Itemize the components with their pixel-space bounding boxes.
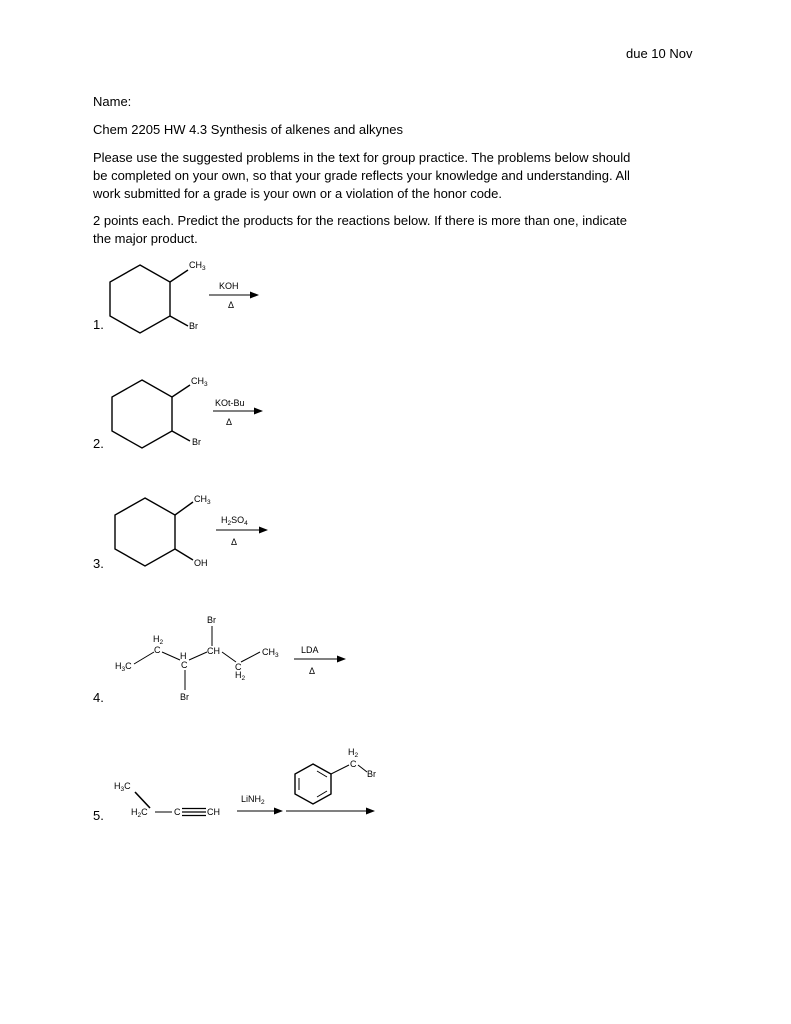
problem-number-2: 2. bbox=[93, 436, 104, 451]
carbon-label: C bbox=[174, 807, 181, 817]
reagent-label: KOt-Bu bbox=[215, 398, 245, 408]
instructions-paragraph: 2 points each. Predict the products for the reactions below. If there is more than one, indicate the major product. bbox=[93, 213, 628, 246]
name-label: Name: bbox=[93, 94, 132, 109]
methyl-group-label: $H_3C$ bbox=[114, 781, 131, 793]
problem-2-reaction bbox=[112, 380, 262, 448]
methylene-group-label: $H_2C$ bbox=[131, 807, 148, 819]
heat-label: Δ bbox=[228, 300, 235, 310]
heat-label: Δ bbox=[226, 417, 233, 427]
methyl-label: $CH_3$ bbox=[191, 376, 208, 388]
bromo-label-top: Br bbox=[207, 615, 216, 625]
benzene-ring bbox=[295, 764, 331, 804]
reagent-label: $H_2SO_4$ bbox=[221, 515, 248, 527]
problem-number-1: 1. bbox=[93, 317, 104, 332]
methyl-group-label: $H_3C$ bbox=[115, 661, 132, 673]
methyl-label: $CH_3$ bbox=[194, 494, 211, 506]
due-date: due 10 Nov bbox=[626, 46, 693, 61]
intro-paragraph: Please use the suggested problems in the text for group practice. The problems below should be completed on your own, so that your grade reflects your knowledge and understanding. All work submitted for a grade is your own or a violation of the honor code. bbox=[93, 150, 631, 201]
problem-4-reaction bbox=[134, 626, 345, 690]
reagent-label: KOH bbox=[219, 281, 239, 291]
methyl-label: $CH_3$ bbox=[262, 647, 279, 659]
heat-label: Δ bbox=[309, 666, 316, 676]
reagent-label: LiNH$_2$ bbox=[241, 794, 265, 806]
problem-number-5: 5. bbox=[93, 808, 104, 823]
problem-number-4: 4. bbox=[93, 690, 104, 705]
benzyl-carbon-label: C bbox=[350, 759, 357, 769]
alkyne-ch-label: CH bbox=[207, 807, 220, 817]
problem-number-3: 3. bbox=[93, 556, 104, 571]
problem-5-reaction bbox=[135, 764, 374, 816]
cyclohexane-ring bbox=[110, 265, 170, 333]
methyl-label: $CH_3$ bbox=[189, 260, 206, 272]
assignment-title: Chem 2205 HW 4.3 Synthesis of alkenes and alkynes bbox=[93, 122, 404, 137]
carbon-label: C bbox=[154, 645, 161, 655]
bromo-label-bottom: Br bbox=[180, 692, 189, 702]
benzyl-h2-label: $H_2$ bbox=[348, 747, 359, 759]
cyclohexane-ring bbox=[115, 498, 175, 566]
hydroxyl-label: OH bbox=[194, 558, 208, 568]
methine-label: CH bbox=[207, 646, 220, 656]
cyclohexane-ring bbox=[112, 380, 172, 448]
problem-1-reaction bbox=[110, 265, 258, 333]
heat-label: Δ bbox=[231, 537, 238, 547]
bromo-label: Br bbox=[189, 321, 198, 331]
methylene-h2-label: $H_2$ bbox=[235, 670, 246, 682]
reagent-label: LDA bbox=[301, 645, 319, 655]
methylene-h2-label: $H_2$ bbox=[153, 634, 164, 646]
hydrogen-label: H bbox=[180, 651, 187, 661]
carbon-label: C bbox=[235, 662, 242, 672]
bromo-label: Br bbox=[192, 437, 201, 447]
carbon-label: C bbox=[181, 660, 188, 670]
bromo-label: Br bbox=[367, 769, 376, 779]
problem-3-reaction bbox=[115, 498, 267, 566]
